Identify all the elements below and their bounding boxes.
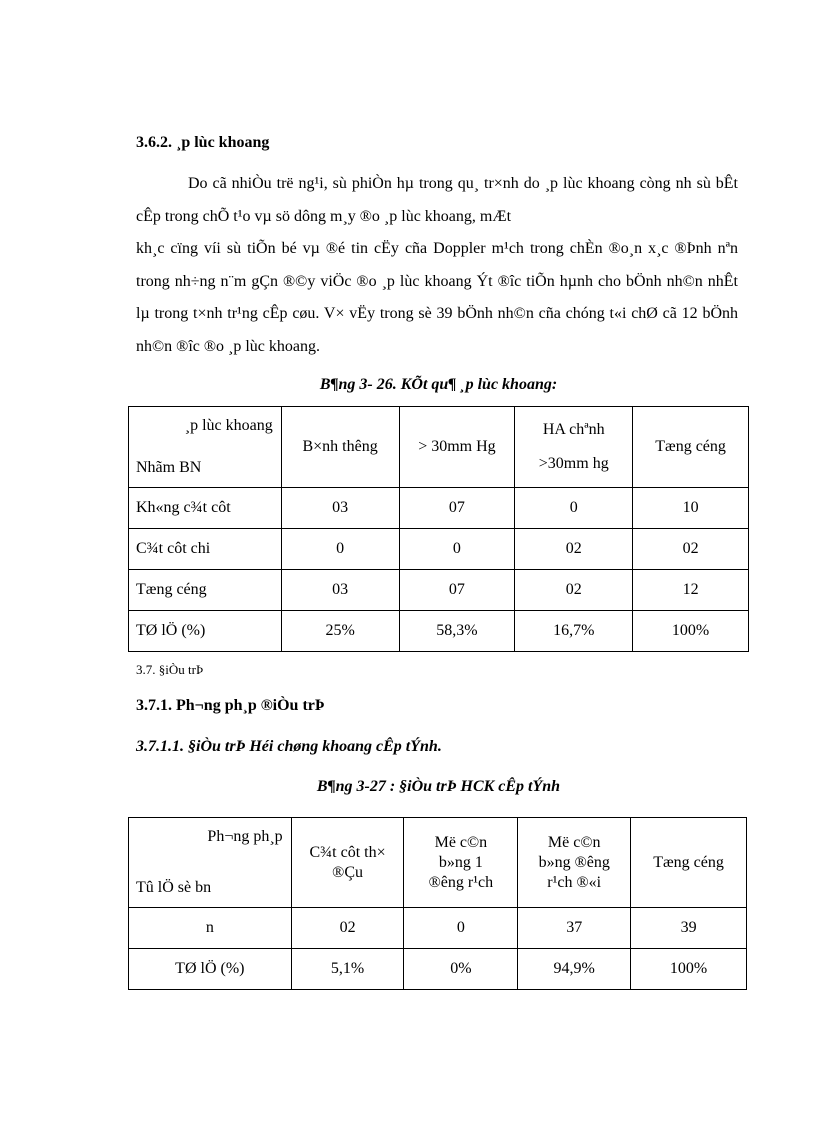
table-26-header: B×nh thêng bbox=[281, 407, 399, 488]
table-cell: 12 bbox=[633, 570, 749, 611]
section-heading-3-7-1-1: 3.7.1.1. §iÒu trÞ Héi chøng khoang cÊp tÝnh. bbox=[136, 738, 442, 755]
table-27-header: Më c©n b»ng ®êng r¹ch ®«i bbox=[518, 818, 631, 908]
table-cell: 58,3% bbox=[399, 611, 515, 652]
table-cell: 07 bbox=[399, 570, 515, 611]
table-cell: 0 bbox=[399, 529, 515, 570]
table-cell: 100% bbox=[631, 949, 747, 990]
section-heading-3-6-2: 3.6.2. ¸p lùc khoang bbox=[136, 134, 270, 151]
table-cell: 0 bbox=[404, 908, 518, 949]
table-cell: 02 bbox=[515, 529, 633, 570]
table-27-corner-bottom: Tû lÖ sè bn bbox=[136, 879, 212, 896]
table-26-corner-top: ¸p lùc khoang bbox=[184, 417, 273, 434]
table-27-corner-top: Ph¬ng ph¸p bbox=[207, 828, 283, 845]
table-cell: 02 bbox=[291, 908, 404, 949]
paragraph-continuation: kh¸c cïng víi sù tiÕn bé vµ ®é tin cËy cña Doppler m¹ch trong chÈn ®o¸n x¸c ®Þnh nªn trong nh÷ng n¨m gÇn ®©y viÖc ®o ¸p lùc khoang Ýt ®îc tiÕn hµnh cho bÖnh nh©n nhÊt lµ trong t×nh tr¹ng cÊp cøu. V× vËy trong sè 39 bÖnh nh©n cña chóng t«i chØ cã 12 bÖnh nh©n ®îc ®o ¸p lùc khoang. bbox=[136, 240, 738, 355]
row-label: TØ lÖ (%) bbox=[129, 611, 282, 652]
row-label: Tæng céng bbox=[129, 570, 282, 611]
table-row bbox=[129, 570, 749, 611]
table-27 bbox=[128, 817, 747, 990]
table-cell: 03 bbox=[281, 488, 399, 529]
table-26-corner-cell bbox=[129, 407, 282, 488]
table-26 bbox=[128, 406, 749, 652]
table-26-header: Tæng céng bbox=[633, 407, 749, 488]
table-cell: 02 bbox=[633, 529, 749, 570]
table-row bbox=[129, 908, 747, 949]
table-cell: 94,9% bbox=[518, 949, 631, 990]
section-heading-3-7: 3.7. §iÒu trÞ bbox=[136, 662, 204, 677]
section-heading-3-7-1: 3.7.1. Ph¬ng ph¸p ®iÒu trÞ bbox=[136, 697, 325, 714]
table-26-header: HA chªnh >30mm hg bbox=[515, 407, 633, 488]
row-label: TØ lÖ (%) bbox=[129, 949, 292, 990]
paragraph-first-line: Do cã nhiÒu trë ng¹i, sù phiÒn hµ trong qu¸ tr×nh do ¸p lùc khoang còng nh sù bÊt cÊp trong chÕ t¹o vµ sö dông m¸y ®o ¸p lùc khoang, mÆt bbox=[136, 175, 738, 225]
body-paragraph bbox=[136, 168, 738, 364]
table-cell: 0% bbox=[404, 949, 518, 990]
table-cell: 25% bbox=[281, 611, 399, 652]
table-row bbox=[129, 529, 749, 570]
table-cell: 37 bbox=[518, 908, 631, 949]
table-cell: 100% bbox=[633, 611, 749, 652]
table-26-corner-bottom: Nhãm BN bbox=[136, 459, 202, 476]
table-27-header: Tæng céng bbox=[631, 818, 747, 908]
table-cell: 03 bbox=[281, 570, 399, 611]
table-cell: 39 bbox=[631, 908, 747, 949]
table-cell: 5,1% bbox=[291, 949, 404, 990]
table-27-header: Më c©n b»ng 1 ®êng r¹ch bbox=[404, 818, 518, 908]
table-27-caption: B¶ng 3-27 : §iÒu trÞ HCK cÊp tÝnh bbox=[316, 778, 561, 795]
table-cell: 07 bbox=[399, 488, 515, 529]
row-label: Kh«ng c¾t côt bbox=[129, 488, 282, 529]
table-cell: 16,7% bbox=[515, 611, 633, 652]
table-cell: 10 bbox=[633, 488, 749, 529]
table-cell: 02 bbox=[515, 570, 633, 611]
table-26-header-row bbox=[129, 407, 749, 488]
table-row bbox=[129, 949, 747, 990]
table-row bbox=[129, 611, 749, 652]
table-26-caption: B¶ng 3- 26. KÕt qu¶ ¸p lùc khoang: bbox=[319, 376, 558, 393]
row-label: n bbox=[129, 908, 292, 949]
table-27-corner-cell bbox=[129, 818, 292, 908]
table-27-header: C¾t côt th× ®Çu bbox=[291, 818, 404, 908]
row-label: C¾t côt chi bbox=[129, 529, 282, 570]
table-26-header: > 30mm Hg bbox=[399, 407, 515, 488]
table-row bbox=[129, 488, 749, 529]
table-27-header-row bbox=[129, 818, 747, 908]
table-cell: 0 bbox=[281, 529, 399, 570]
table-cell: 0 bbox=[515, 488, 633, 529]
